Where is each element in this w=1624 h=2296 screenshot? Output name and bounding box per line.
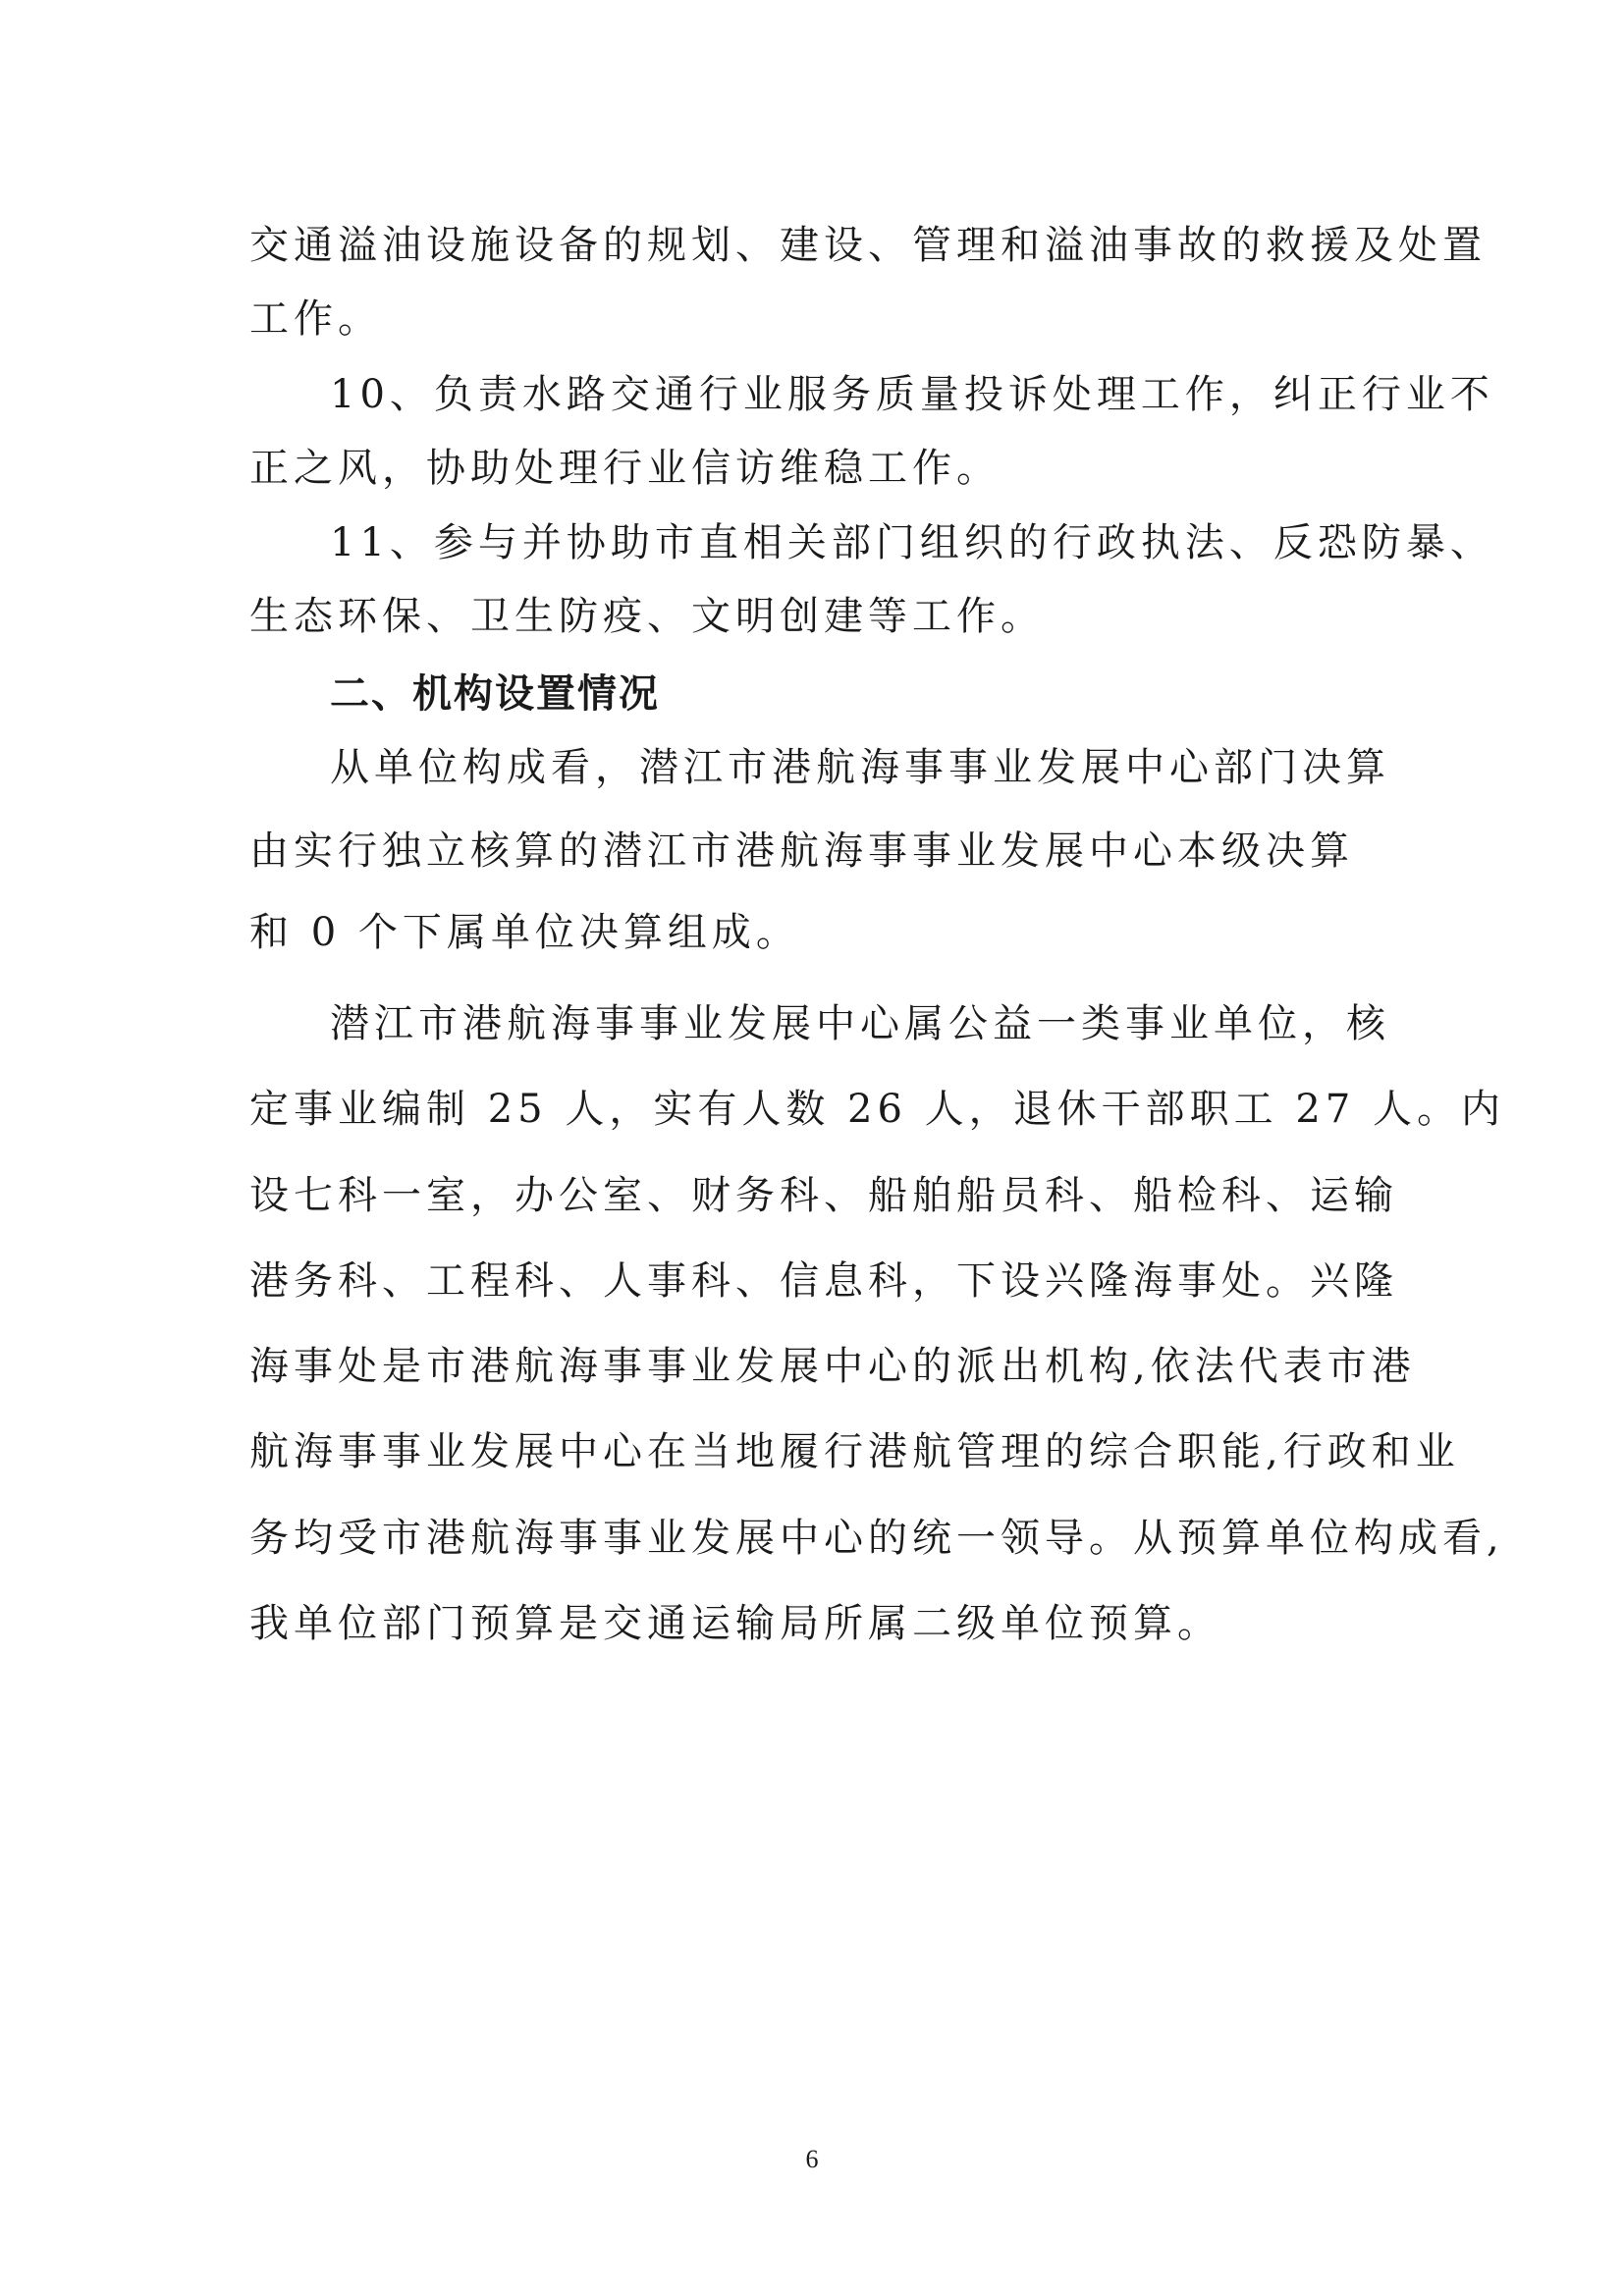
paragraph-line: 务均受市港航海事事业发展中心的统一领导。从预算单位构成看,: [249, 1516, 1504, 1561]
paragraph-line: 和 0 个下属单位决算组成。: [249, 910, 800, 955]
body-text-line: 生态环保、卫生防疫、文明创建等工作。: [249, 594, 1045, 639]
list-item-11: 11、参与并协助市直相关部门组织的行政执法、反恐防暴、: [330, 520, 1494, 565]
paragraph-line: 航海事事业发展中心在当地履行港航管理的综合职能,行政和业: [249, 1429, 1460, 1474]
page-number: 6: [805, 2145, 819, 2173]
section-heading: 二、机构设置情况: [330, 671, 660, 717]
body-text-line: 工作。: [249, 296, 382, 342]
paragraph-line: 海事处是市港航海事事业发展中心的派出机构,依法代表市港: [249, 1344, 1416, 1389]
body-text-line: 交通溢油设施设备的规划、建设、管理和溢油事故的救援及处置: [249, 223, 1487, 268]
list-item-10: 10、负责水路交通行业服务质量投诉处理工作，纠正行业不: [330, 372, 1494, 417]
body-text-line: 正之风，协助处理行业信访维稳工作。: [249, 446, 1001, 491]
paragraph-line: 定事业编制 25 人，实有人数 26 人，退休干部职工 27 人。内: [249, 1087, 1505, 1132]
paragraph-line: 我单位部门预算是交通运输局所属二级单位预算。: [249, 1601, 1221, 1646]
paragraph-line: 潜江市港航海事事业发展中心属公益一类事业单位，核: [330, 1001, 1390, 1046]
paragraph-line: 由实行独立核算的潜江市港航海事事业发展中心本级决算: [249, 828, 1354, 874]
paragraph-line: 从单位构成看，潜江市港航海事事业发展中心部门决算: [330, 745, 1390, 790]
paragraph-line: 设七科一室，办公室、财务科、船舶船员科、船检科、运输: [249, 1173, 1398, 1218]
paragraph-line: 港务科、工程科、人事科、信息科，下设兴隆海事处。兴隆: [249, 1258, 1398, 1304]
